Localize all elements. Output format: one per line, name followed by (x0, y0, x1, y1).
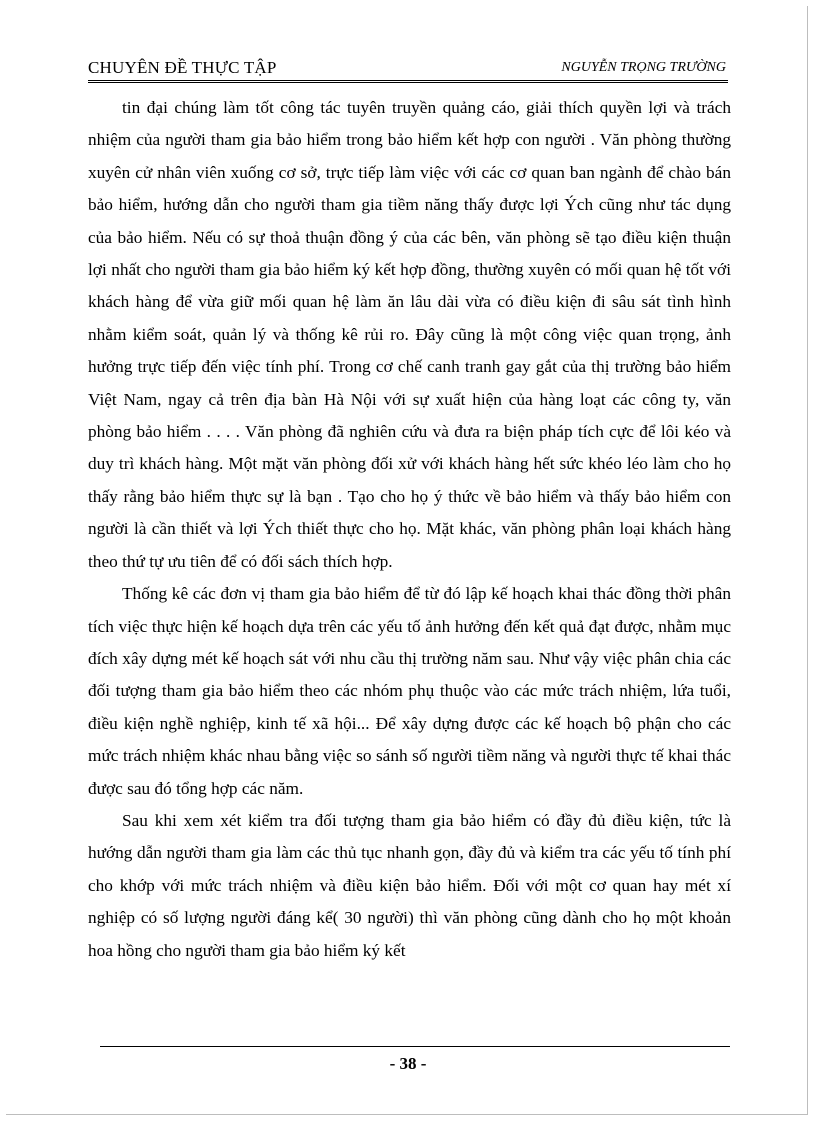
page-header (88, 56, 728, 83)
body-text (88, 92, 731, 967)
document-title: CHUYÊN ĐỀ THỰC TẬP (88, 58, 277, 77)
page-number: - 38 - (389, 1054, 427, 1073)
paragraph-continuation: tin đại chúng làm tốt công tác tuyên truyền quảng cáo, giải thích quyền lợi và trách nhiệm của người tham gia bảo hiểm trong bảo hiểm kết hợp con người . Văn phòng thường xuyên cử nhân viên xuống cơ sở, trực tiếp làm việc với các cơ quan ban ngành để chào bán bảo hiểm, hướng dẫn cho người tham gia tiềm năng thấy được lợi Ých cũng như tác dụng của bảo hiểm. Nếu có sự thoả thuận đồng ý của các bên, văn phòng sẽ tạo điều kiện thuận lợi nhất cho người tham gia bảo hiểm ký kết hợp đồng, thường xuyên có mối quan hệ tốt với khách hàng để vừa giữ mối quan hệ làm ăn lâu dài vừa có điều kiện đi sâu sát tình hình nhằm kiểm soát, quản lý và thống kê rủi ro. Đây cũng là một công việc quan trọng, ảnh hưởng trực tiếp đến việc tính phí. Trong cơ chế canh tranh gay gắt của thị trường bảo hiểm Việt Nam, ngay cả trên địa bàn Hà Nội với sự xuất hiện của hàng loạt các công ty, văn phòng bảo hiểm . . . . Văn phòng đã nghiên cứu và đưa ra biện pháp tích cực để lôi kéo và duy trì khách hàng. Một mặt văn phòng đối xử với khách hàng hết sức khéo léo làm cho họ thấy rằng bảo hiểm thực sự là bạn . Tạo cho họ ý thức về bảo hiểm và thấy bảo hiểm con người là cần thiết và lợi Ých thiết thực cho họ. Mặt khác, văn phòng phân loại khách hàng theo thứ tự ưu tiên để có đối sách thích hợp. (88, 98, 731, 571)
paragraph-inspection: Sau khi xem xét kiểm tra đối tượng tham gia bảo hiểm có đầy đủ điều kiện, tức là hướng dẫn người tham gia làm các thủ tục nhanh gọn, đầy đủ và kiểm tra các yếu tố tính phí cho khớp với mức trách nhiệm và điều kiện bảo hiểm. Đối với một cơ quan hay mét xí nghiệp có số lượng người đáng kể( 30 người) thì văn phòng cũng dành cho họ một khoản hoa hồng cho người tham gia bảo hiểm ký kết (88, 810, 731, 960)
footer-divider (100, 1046, 730, 1047)
author-name: NGUYỄN TRỌNG TRƯỜNG (561, 60, 726, 75)
paragraph-statistics: Thống kê các đơn vị tham gia bảo hiểm để từ đó lập kế hoạch khai thác đồng thời phân tích việc thực hiện kế hoạch dựa trên các yếu tố ảnh hưởng đến kết quả đạt được, nhằm mục đích xây dựng mét kế hoạch sát với nhu cầu thị trường năm sau. Như vậy việc phân chia các đối tượng tham gia bảo hiểm theo các nhóm phụ thuộc vào các mức trách nhiệm, lứa tuổi, điều kiện nghề nghiệp, kinh tế xã hội... Để xây dựng được các kế hoạch bộ phận cho các mức trách nhiệm khác nhau bằng việc so sánh số người tiềm năng và người thực tế khai thác được sau đó tổng hợp các năm. (88, 584, 731, 798)
